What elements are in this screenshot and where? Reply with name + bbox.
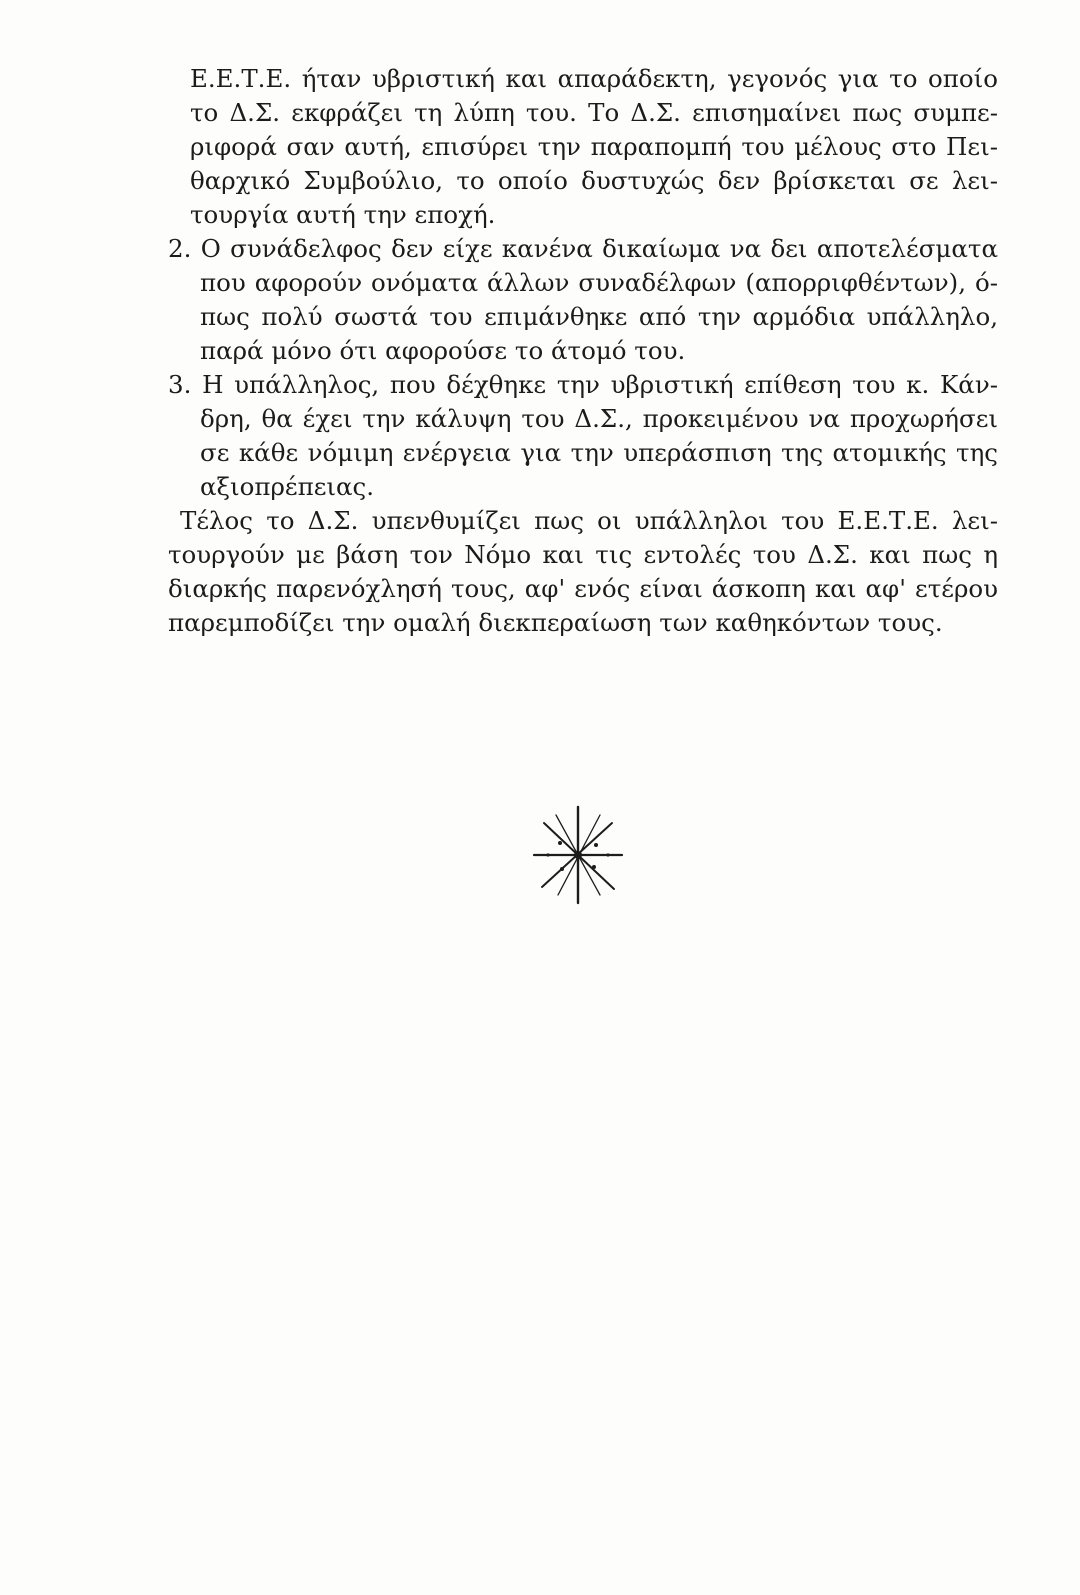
text-line: τουργούν με βάση τον Νόμο και τις εντολές του Δ.Σ. και πως η [168, 540, 998, 569]
text-line: δρη, θα έχει την κάλυψη του Δ.Σ., προκειμένου να προχωρήσει [200, 404, 998, 433]
text-line: παρά μόνο ότι αφορούσε το άτομό του. [200, 336, 686, 365]
text-line: διαρκής παρενόχλησή τους, αφ' ενός είναι άσκοπη και αφ' ετέρου [168, 574, 998, 603]
asterisk-ornament-icon [530, 805, 626, 905]
text-line: 2. Ο συνάδελφος δεν είχε κανένα δικαίωμα να δει αποτελέσματα [168, 234, 998, 263]
text-line: παρεμποδίζει την ομαλή διεκπεραίωση των καθηκόντων τους. [168, 608, 943, 637]
text-line: 3. Η υπάλληλος, που δέχθηκε την υβριστική επίθεση του κ. Κάν- [168, 370, 998, 399]
text-line: θαρχικό Συμβούλιο, το οποίο δυστυχώς δεν βρίσκεται σε λει- [190, 166, 998, 195]
text-line: τουργία αυτή την εποχή. [190, 200, 496, 229]
text-line: Ε.Ε.Τ.Ε. ήταν υβριστική και απαράδεκτη, γεγονός για το οποίο [190, 64, 998, 93]
text-line: το Δ.Σ. εκφράζει τη λύπη του. Το Δ.Σ. επισημαίνει πως συμπε- [190, 98, 998, 127]
text-line: αξιοπρέπειας. [200, 472, 375, 501]
text-line: που αφορούν ονόματα άλλων συναδέλφων (απορριφθέντων), ό- [200, 268, 998, 297]
text-line: σε κάθε νόμιμη ενέργεια για την υπεράσπιση της ατομικής της [200, 438, 998, 467]
text-line: Τέλος το Δ.Σ. υπενθυμίζει πως οι υπάλληλοι του Ε.Ε.Τ.Ε. λει- [180, 506, 998, 535]
text-line: πως πολύ σωστά του επιμάνθηκε από την αρμόδια υπάλληλο, [200, 302, 998, 331]
text-line: ριφορά σαν αυτή, επισύρει την παραπομπή του μέλους στο Πει- [190, 132, 998, 161]
